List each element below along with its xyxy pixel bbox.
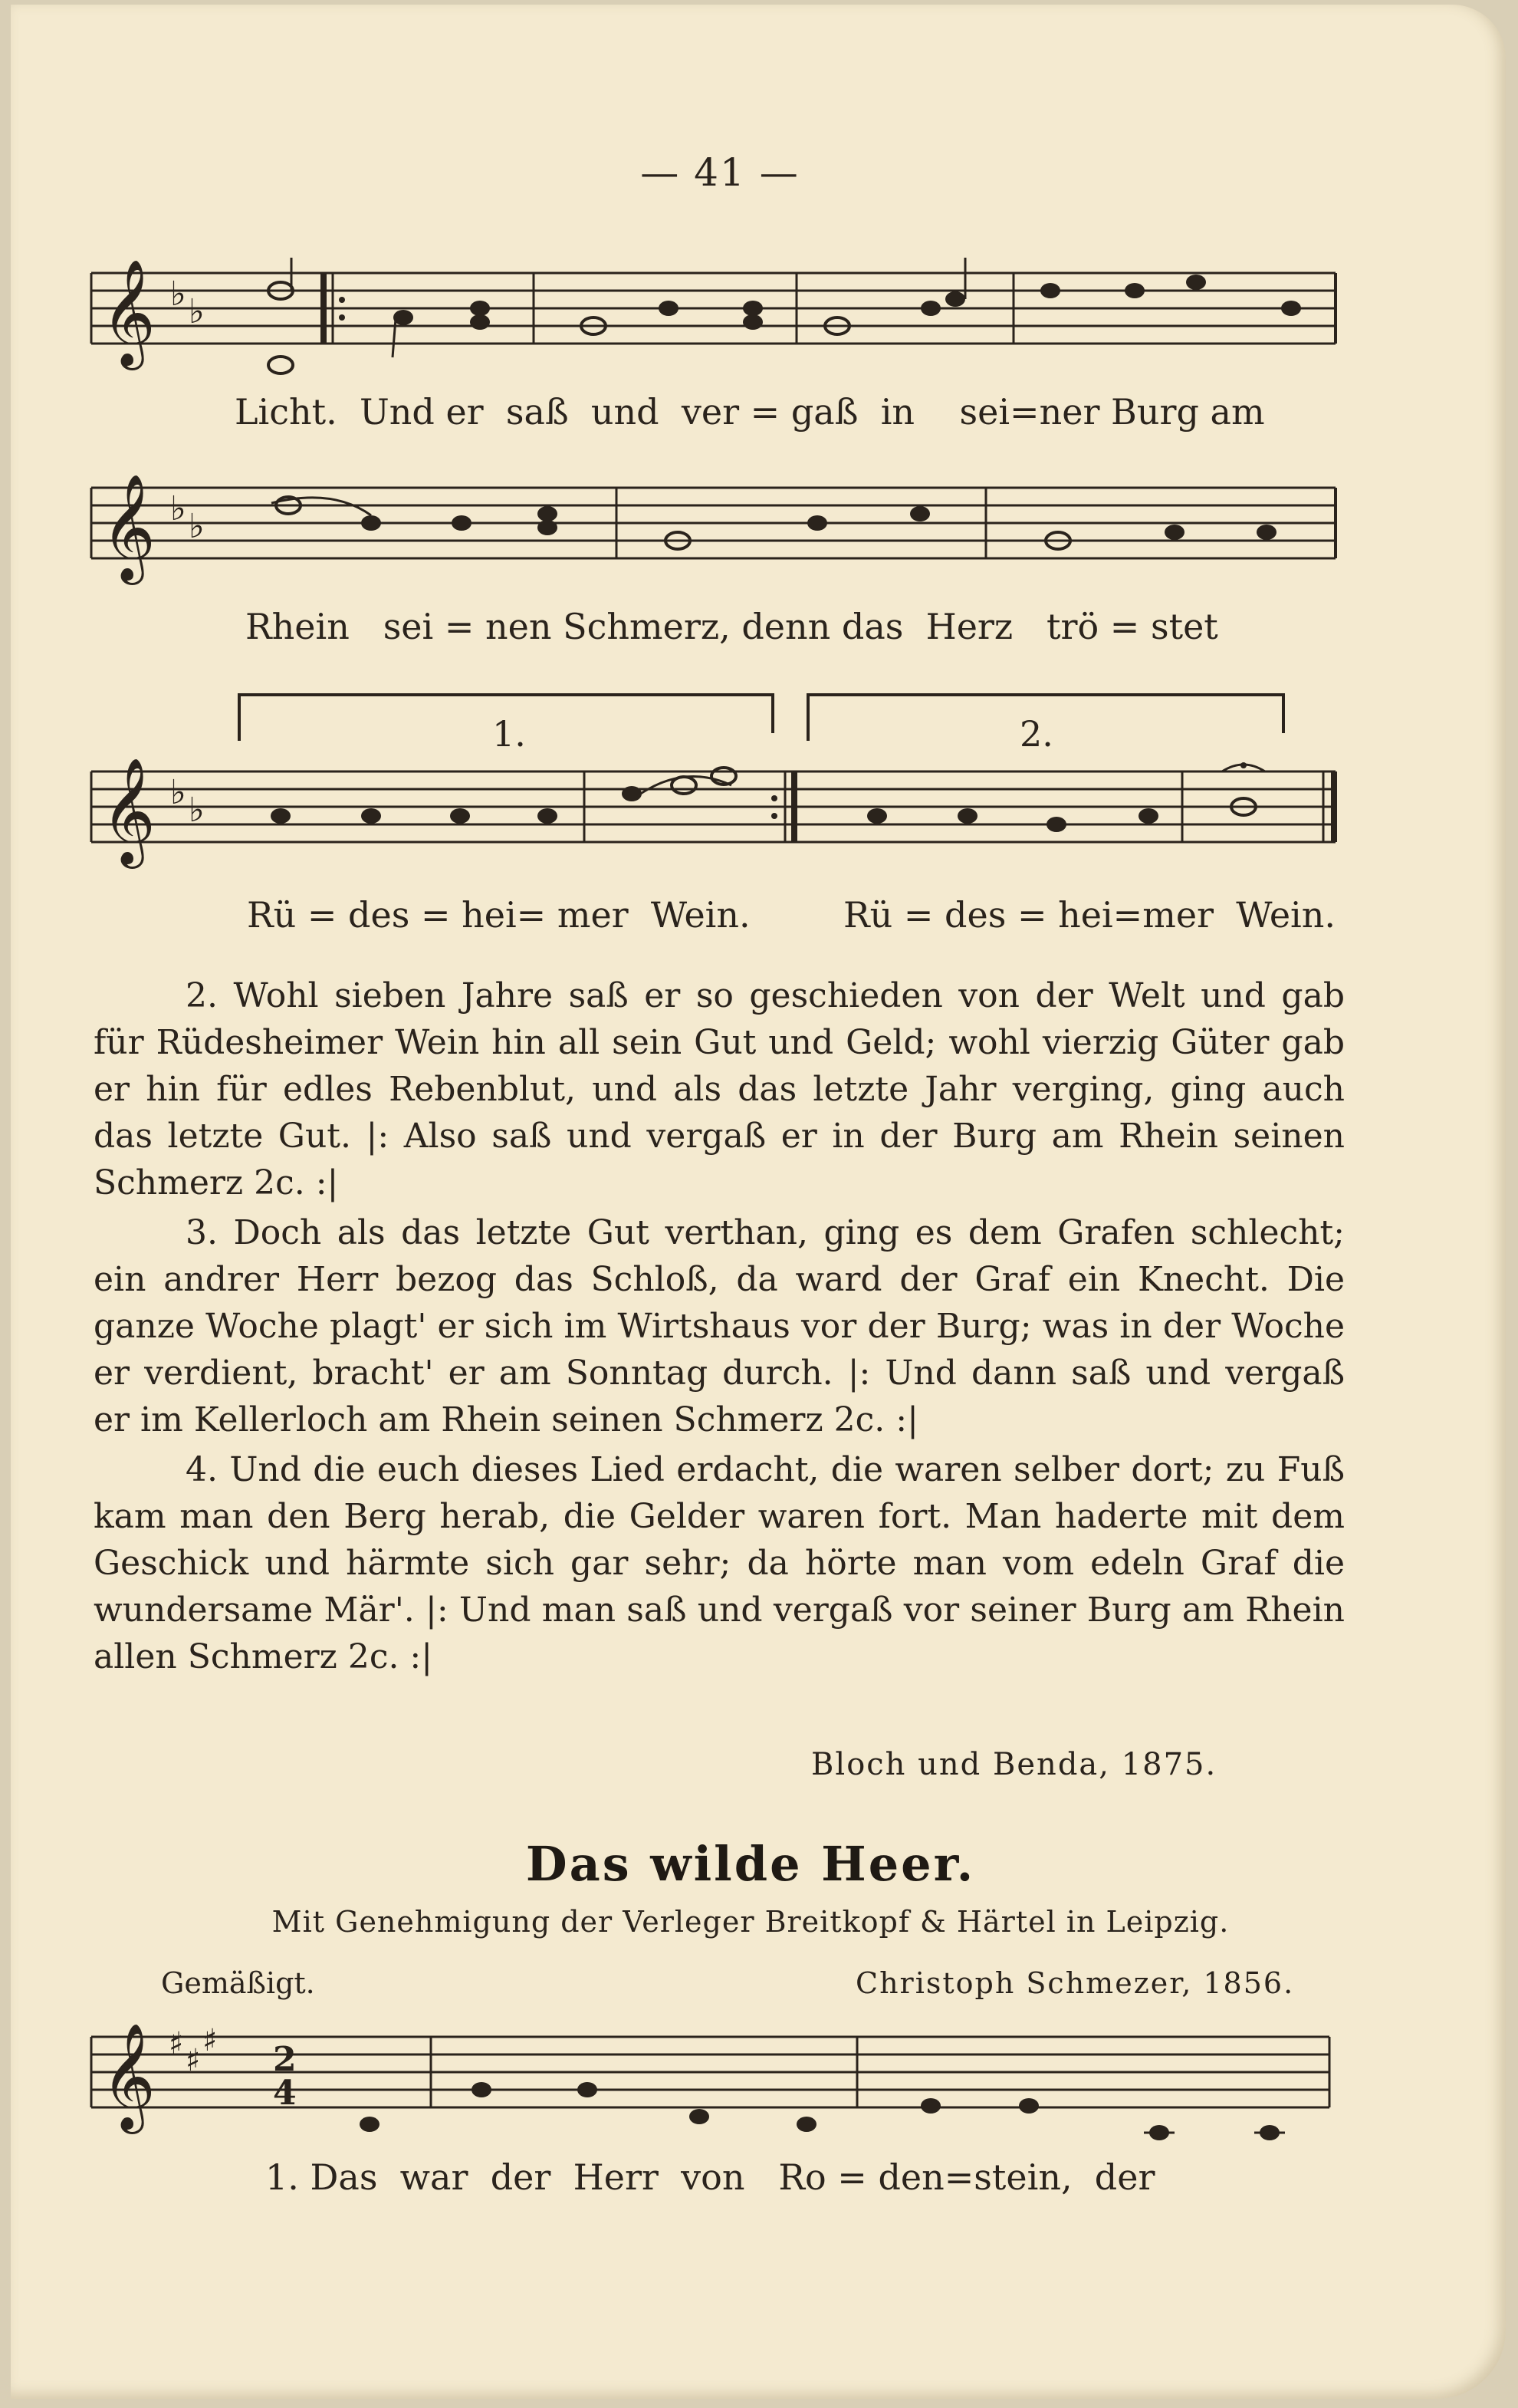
volta-1-label: 1. (492, 713, 526, 755)
book-page (11, 5, 1506, 2399)
time-signature-top: 2 (273, 2040, 297, 2079)
svg-text:♭: ♭ (170, 489, 186, 528)
song1-lyrics-line-2: Rhein sei = nen Schmerz, denn das Herz trö = stet (245, 606, 1218, 647)
time-signature-bottom: 4 (273, 2074, 297, 2113)
music-staff-3 (11, 687, 1506, 887)
volta-2-label: 2. (1020, 713, 1053, 755)
song1-credit: Bloch und Benda, 1875. (811, 1747, 1217, 1782)
song2-lyrics-line-1: 1. Das war der Herr von Ro = den=stein, der (265, 2156, 1155, 2198)
music-staff-1 (11, 258, 1506, 411)
song1-lyrics-line-3a: Rü = des = hei= mer Wein. (247, 894, 751, 936)
svg-text:♯: ♯ (202, 2023, 218, 2058)
song2-title: Das wilde Heer. (525, 1836, 976, 1892)
svg-text:𝄞: 𝄞 (101, 758, 156, 864)
svg-text:♭: ♭ (189, 292, 205, 331)
svg-text:𝄞: 𝄞 (101, 474, 156, 581)
tempo-marking: Gemäßigt. (161, 1966, 315, 2000)
svg-text:𝄞: 𝄞 (101, 259, 156, 366)
svg-text:𝄞: 𝄞 (101, 2023, 156, 2130)
song1-lyrics-line-1: Licht. Und er saß und ver = gaß in sei=ner Burg am (235, 391, 1265, 433)
music-staff-4 (11, 2014, 1506, 2167)
verse-3: 3. Doch als das letzte Gut verthan, ging es dem Grafen schlecht; ein andrer Herr bezog das Schloß, da ward der Graf ein Knecht. Die ganze Woche plagt' er sich im Wirtshaus vor der Burg; was in der Woche er verdient, bracht' er am Sonntag durch. |: Und dann saß und vergaß er im Kellerloch am Rhein seinen Schmerz 2c. :| (94, 1213, 1345, 1439)
svg-text:♭: ♭ (189, 507, 205, 546)
verse-2: 2. Wohl sieben Jahre saß er so geschieden von der Welt und gab für Rüdesheimer Wein hin all sein Gut und Geld; wohl vierzig Güter gab er hin für edles Rebenblut, und als das letzte Jahr verging, ging auch das letzte Gut. |: Also saß und vergaß er in der Burg am Rhein seinen Schmerz 2c. :| (94, 976, 1345, 1202)
song2-subtitle: Mit Genehmigung der Verleger Breitkopf & Härtel in Leipzig. (271, 1905, 1230, 1939)
composer-credit: Christoph Schmezer, 1856. (856, 1966, 1295, 2000)
music-staff-2 (11, 472, 1506, 626)
song1-lyrics-line-3b: Rü = des = hei=mer Wein. (843, 894, 1336, 936)
verse-4: 4. Und die euch dieses Lied erdacht, die waren selber dort; zu Fuß kam man den Berg herab, die Gelder waren fort. Man haderte mit dem Geschick und härmte sich gar sehr; da hörte man vom edeln Graf die wundersame Mär'. |: Und man saß und vergaß vor seiner Burg am Rhein allen Schmerz 2c. :| (94, 1450, 1345, 1676)
page-number: — 41 — (640, 150, 800, 195)
svg-text:♯: ♯ (169, 2026, 184, 2061)
song1-verses (94, 972, 1345, 1680)
svg-text:♭: ♭ (170, 773, 186, 812)
svg-text:♭: ♭ (170, 275, 186, 314)
svg-text:♭: ♭ (189, 791, 205, 830)
svg-text:♯: ♯ (186, 2043, 201, 2078)
